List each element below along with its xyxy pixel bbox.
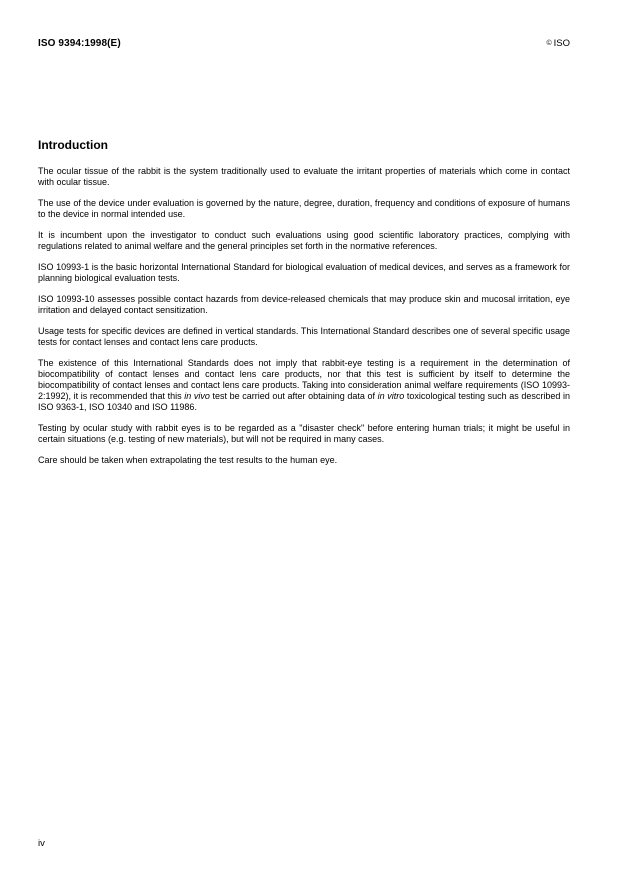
paragraph-7-text-b: test be carried out after obtaining data of bbox=[209, 391, 378, 401]
copyright-symbol: © bbox=[546, 40, 552, 47]
paragraph-5: ISO 10993-10 assesses possible contact hazards from device-released chemicals that may produce skin and mucosal irritation, eye irritation and delayed contact sensitization. bbox=[38, 294, 570, 315]
section-title: Introduction bbox=[38, 138, 108, 152]
page-header bbox=[38, 38, 570, 52]
paragraph-9: Care should be taken when extrapolating the test results to the human eye. bbox=[38, 455, 338, 465]
paragraph-7-italic-in-vitro: in vitro bbox=[377, 391, 405, 401]
main-content bbox=[38, 138, 570, 476]
paragraph-7-italic-in-vivo: in vivo bbox=[184, 391, 210, 401]
paragraph-4: ISO 10993-1 is the basic horizontal International Standard for biological evaluation of medical devices, and serves as a framework for planning biological evaluation tests. bbox=[38, 262, 570, 283]
paragraph-7 bbox=[38, 358, 570, 413]
paragraph-2: The use of the device under evaluation is governed by the nature, degree, duration, frequency and conditions of exposure of humans to the device in normal intended use. bbox=[38, 198, 570, 219]
paragraph-3: It is incumbent upon the investigator to conduct such evaluations using good scientific laboratory practices, complying with regulations related to animal welfare and the general principles set forth in the normative references. bbox=[38, 230, 570, 251]
paragraph-7-text-a: The existence of this International Standards does not imply that rabbit-eye testing is a requirement in the determination of biocompatibility of contact lenses and contact lens care products, nor that this test is sufficient by itself to determine the biocompatibility of contact lenses and contact lens care products. Taking into consideration animal welfare requirements (ISO 10993-2:1992), it is recommended that this bbox=[38, 358, 570, 401]
copyright-notice bbox=[546, 38, 570, 49]
page-number: iv bbox=[38, 838, 45, 849]
paragraph-1: The ocular tissue of the rabbit is the system traditionally used to evaluate the irritant properties of materials which come in contact with ocular tissue. bbox=[38, 166, 570, 187]
copyright-owner: ISO bbox=[553, 38, 570, 49]
paragraph-8: Testing by ocular study with rabbit eyes is to be regarded as a "disaster check" before entering human trials; it might be useful in certain situations (e.g. testing of new materials), but will not be required in many cases. bbox=[38, 423, 570, 444]
paragraph-7-text-c: toxicological testing such as described in ISO 9363-1, ISO 10340 and ISO 11986. bbox=[38, 391, 571, 412]
document-id: ISO 9394:1998(E) bbox=[38, 38, 121, 49]
paragraph-6: Usage tests for specific devices are defined in vertical standards. This International Standard describes one of several specific usage tests for contact lenses and contact lens care products. bbox=[38, 326, 570, 347]
